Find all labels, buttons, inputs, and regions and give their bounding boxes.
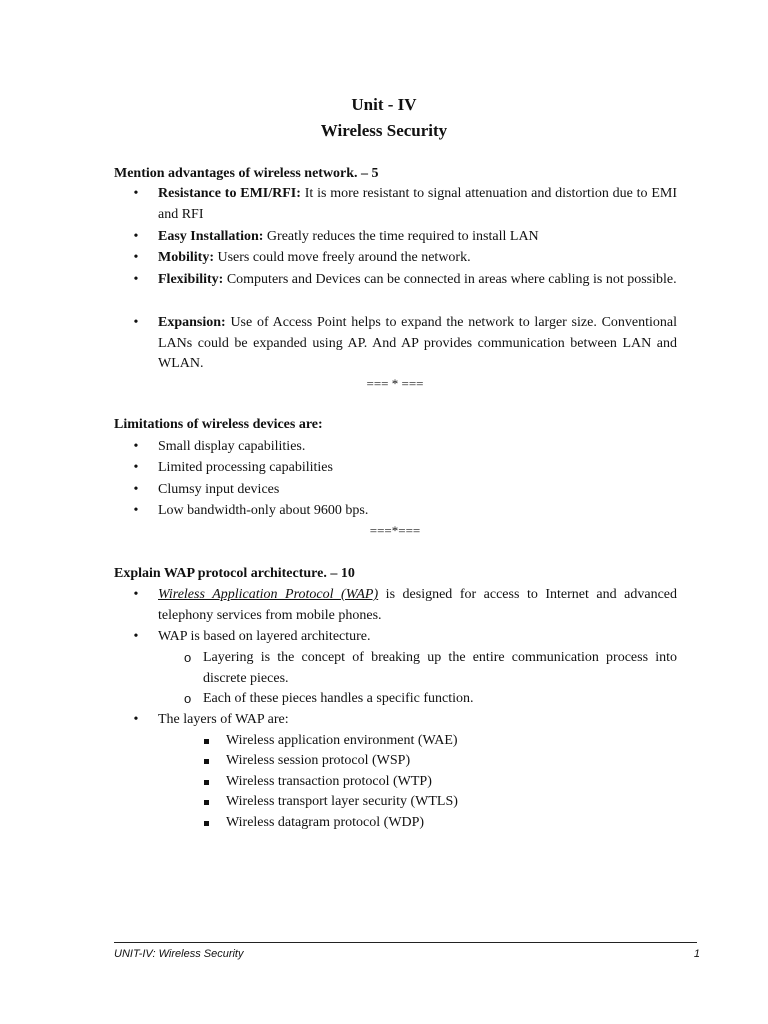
- bullet-icon: •: [133, 315, 139, 330]
- bullet-icon: •: [133, 460, 139, 475]
- layer-item: Wireless application environment (WAE): [226, 733, 458, 748]
- footer-title: UNIT-IV: Wireless Security: [114, 948, 244, 960]
- section-heading-limitations: Limitations of wireless devices are:: [114, 417, 323, 432]
- sub-list-item: Layering is the concept of breaking up the entire communication process into discrete pieces.: [203, 650, 677, 686]
- square-bullet-icon: [204, 800, 209, 805]
- list-item: Low bandwidth-only about 9600 bps.: [158, 503, 369, 518]
- layer-item: Wireless datagram protocol (WDP): [226, 815, 425, 830]
- layer-item: Wireless session protocol (WSP): [226, 753, 411, 768]
- list-item: Easy Installation: Greatly reduces the time required to install LAN: [158, 229, 539, 244]
- section-heading-wap: Explain WAP protocol architecture. – 10: [114, 566, 355, 581]
- square-bullet-icon: [204, 821, 209, 826]
- bullet-icon: •: [133, 482, 139, 497]
- list-item: Flexibility: Computers and Devices can be connected in areas where cabling is not possible.: [158, 272, 677, 287]
- bullet-icon: •: [133, 712, 139, 727]
- bullet-icon: •: [133, 229, 139, 244]
- bullet-icon: •: [133, 503, 139, 518]
- circle-bullet-icon: o: [184, 691, 192, 706]
- layer-item: Wireless transport layer security (WTLS): [226, 794, 458, 809]
- circle-bullet-icon: o: [184, 650, 192, 665]
- footer-divider: [114, 942, 697, 943]
- list-item: The layers of WAP are:: [158, 712, 289, 727]
- list-item: WAP is based on layered architecture.: [158, 629, 371, 644]
- list-item: Wireless Application Protocol (WAP) is designed for access to Internet and advanced telephony services from mobile phones.: [158, 587, 677, 623]
- page-number: 1: [693, 948, 700, 960]
- bullet-icon: •: [133, 272, 139, 287]
- list-item: Clumsy input devices: [158, 482, 280, 497]
- list-item: Expansion: Use of Access Point helps to expand the network to larger size. Conventional LANs could be expanded using AP. And AP provides communication between LAN and WLAN.: [158, 315, 677, 371]
- bullet-icon: •: [133, 250, 139, 265]
- bullet-icon: •: [133, 186, 139, 201]
- square-bullet-icon: [204, 759, 209, 764]
- page-title: Wireless Security: [320, 121, 448, 140]
- square-bullet-icon: [204, 739, 209, 744]
- sub-list-item: Each of these pieces handles a specific function.: [203, 691, 474, 706]
- square-bullet-icon: [204, 780, 209, 785]
- section-separator: === * ===: [366, 376, 424, 391]
- section-separator: ===*===: [369, 523, 421, 538]
- bullet-icon: •: [133, 629, 139, 644]
- list-item: Limited processing capabilities: [158, 460, 333, 475]
- bullet-icon: •: [133, 439, 139, 454]
- list-item: Mobility: Users could move freely around the network.: [158, 250, 471, 265]
- layer-item: Wireless transaction protocol (WTP): [226, 774, 432, 789]
- list-item: Resistance to EMI/RFI: It is more resistant to signal attenuation and distortion due to EMI and RFI: [158, 186, 678, 222]
- section-heading-advantages: Mention advantages of wireless network. – 5: [114, 166, 379, 181]
- bullet-icon: •: [133, 587, 139, 602]
- list-item: Small display capabilities.: [158, 439, 306, 454]
- unit-title: Unit - IV: [351, 95, 417, 114]
- wap-link[interactable]: Wireless Application Protocol (WAP): [158, 587, 379, 602]
